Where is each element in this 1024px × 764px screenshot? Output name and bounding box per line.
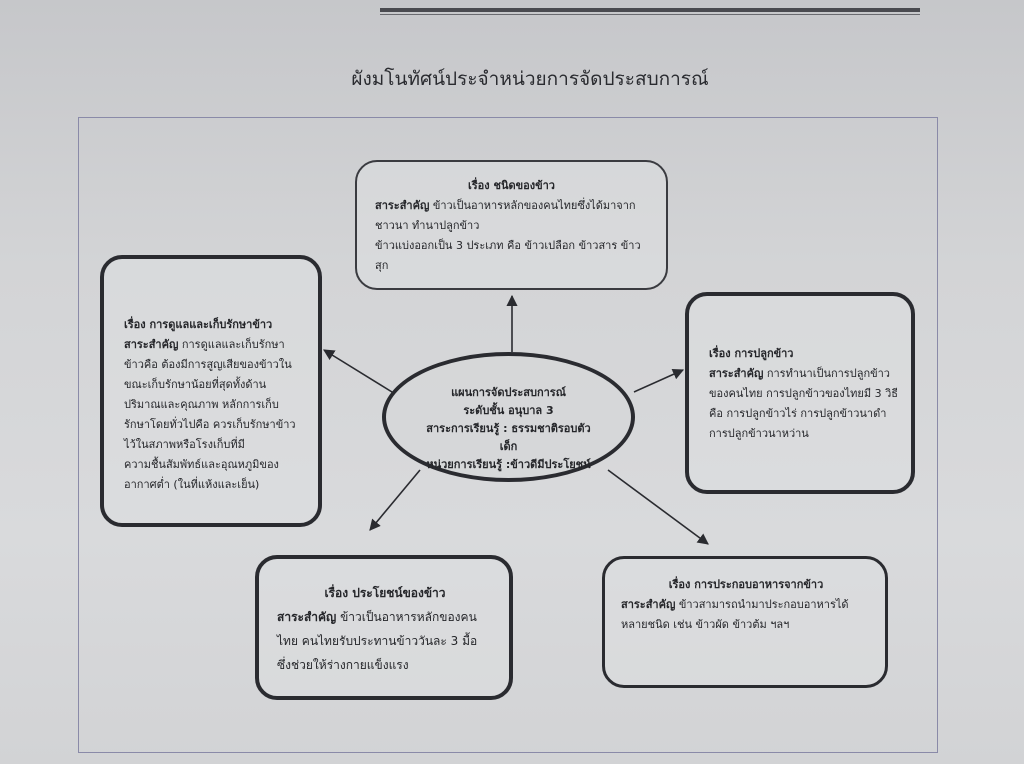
topic-box-rice-planting xyxy=(685,292,915,494)
topic-text: ข้าวเป็นอาหารหลักของคนไทย คนไทยรับประทานข้าววันละ 3 มื้อ ซึ่งช่วยให้ร่างกายแข็งแรง xyxy=(277,610,478,672)
topic-text: ข้าวเป็นอาหารหลักของคนไทยซึ่งได้มาจากชาวนา ทำนาปลูกข้าว xyxy=(375,199,636,232)
topic-heading: เรื่อง ประโยชน์ของข้าว xyxy=(324,586,446,600)
center-line-level: ระดับชั้น อนุบาล 3 xyxy=(463,404,554,417)
page-title: ผังมโนทัศน์ประจำหน่วยการจัดประสบการณ์ xyxy=(351,68,709,90)
topic-text: ข้าวสามารถนำมาประกอบอาหารได้หลายชนิด เช่น ข้าวผัด ข้าวต้ม ฯลฯ xyxy=(621,598,849,631)
topic-key-label: สาระสำคัญ xyxy=(621,598,676,611)
topic-heading: เรื่อง การปลูกข้าว xyxy=(709,347,794,360)
center-line-strand: สาระการเรียนรู้ : ธรรมชาติรอบตัว xyxy=(426,422,591,435)
topic-box-rice-benefits xyxy=(255,555,513,700)
topic-key-label: สาระสำคัญ xyxy=(375,199,430,212)
central-concept-ellipse xyxy=(382,352,635,482)
arrow-to-bottom-left xyxy=(370,470,420,530)
topic-text: การทำนาเป็นการปลูกข้าวของคนไทย การปลูกข้าวของไทยมี 3 วิธี คือ การปลูกข้าวไร่ การปลูกข้าวนาดำการปลูกข้าวนาหว่าน xyxy=(709,367,898,440)
topic-text: การดูแลและเก็บรักษาข้าวคือ ต้องมีการสูญเสียของข้าวในขณะเก็บรักษาน้อยที่สุดทั้งด้านปริมาณและคุณภาพ หลักการเก็บรักษาโดยทั่วไปคือ ควรเก็บรักษาข้าวไว้ในสภาพหรือโรงเก็บที่มีความชื้นสัมพัทธ์และอุณหภูมิของอากาศต่ำ (ในที่แห้งและเย็น) xyxy=(124,338,296,491)
topic-box-rice-storage xyxy=(100,255,322,527)
arrow-to-right xyxy=(634,370,683,392)
topic-text-2: ข้าวแบ่งออกเป็น 3 ประเภท คือ ข้าวเปลือก ข้าวสาร ข้าวสุก xyxy=(375,239,641,272)
center-line-strand-cont: เด็ก xyxy=(499,440,518,453)
topic-key-label: สาระสำคัญ xyxy=(277,610,337,624)
center-line-plan: แผนการจัดประสบการณ์ xyxy=(451,386,566,399)
topic-heading: เรื่อง การดูแลและเก็บรักษาข้าว xyxy=(124,318,273,331)
topic-key-label: สาระสำคัญ xyxy=(124,338,179,351)
center-line-unit: หน่วยการเรียนรู้ :ข้าวดีมีประโยชน์ xyxy=(426,458,591,471)
topic-key-label: สาระสำคัญ xyxy=(709,367,764,380)
topic-heading: เรื่อง การประกอบอาหารจากข้าว xyxy=(668,578,824,591)
topic-box-rice-cooking xyxy=(602,556,888,688)
arrow-to-left xyxy=(324,350,392,392)
topic-box-rice-types xyxy=(355,160,668,290)
topic-heading: เรื่อง ชนิดของข้าว xyxy=(468,179,555,192)
